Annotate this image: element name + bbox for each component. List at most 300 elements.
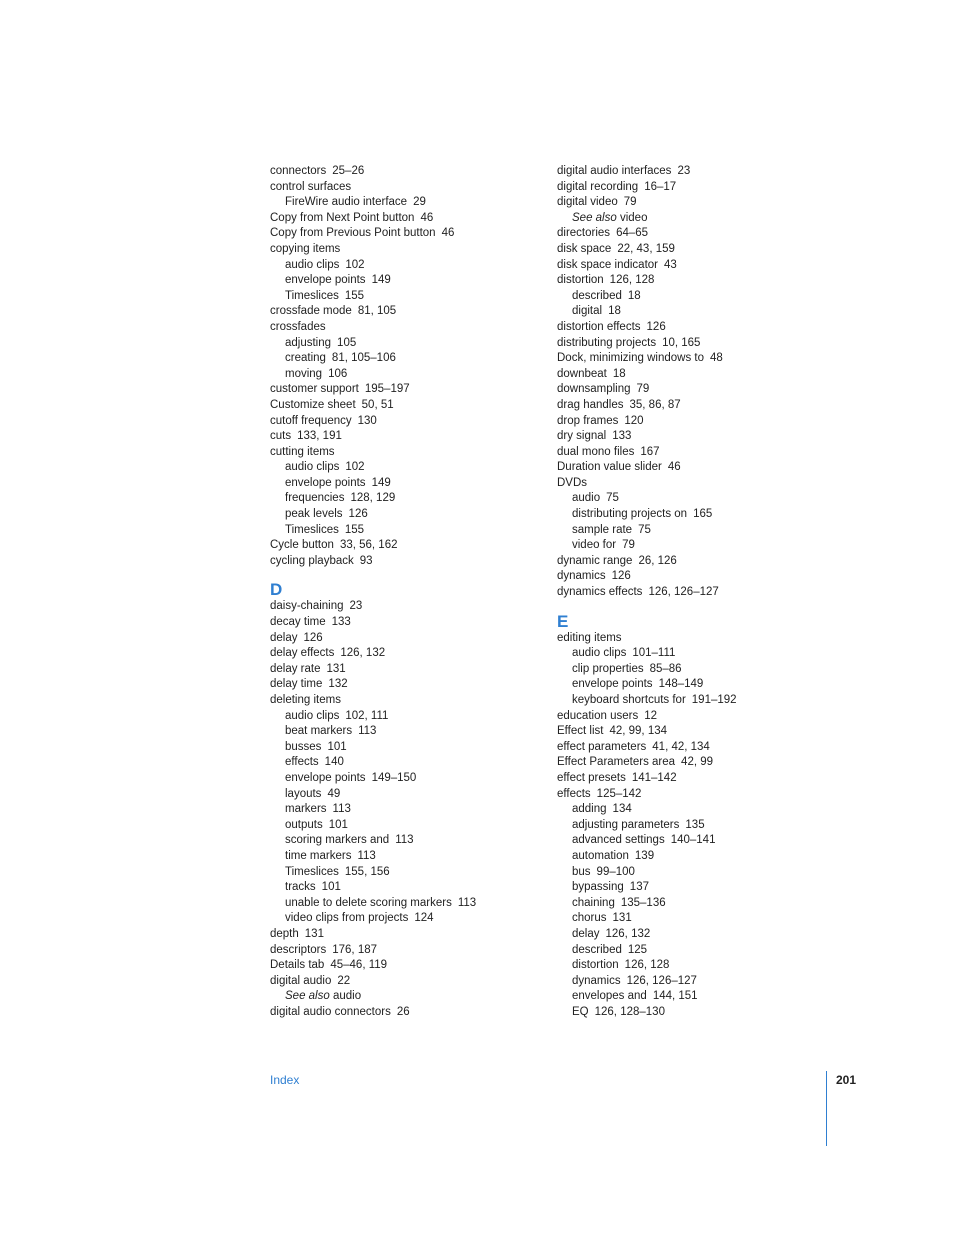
index-page-refs: 105 [337, 336, 357, 349]
index-subentry [270, 865, 530, 881]
index-page-refs: 18 [608, 305, 621, 318]
index-page-refs: 135–136 [620, 896, 666, 909]
index-entry [557, 273, 817, 289]
index-entry [270, 662, 530, 678]
index-page-refs: 126, 128 [609, 274, 655, 287]
index-column-right [557, 164, 817, 1020]
index-term: beat markers [285, 725, 353, 738]
index-term: digital audio interfaces [557, 165, 672, 177]
index-entry [557, 382, 817, 398]
index-page-refs: 131 [612, 912, 632, 925]
index-page-refs: 139 [634, 849, 655, 862]
index-page-refs: 126 [646, 320, 666, 333]
footer-section-label: Index [270, 1073, 300, 1087]
index-term: keyboard shortcuts for [572, 694, 686, 706]
index-page-refs: 23 [677, 165, 691, 177]
index-term: outputs [285, 818, 323, 831]
index-term: Cycle button [270, 539, 334, 552]
index-subentry [557, 662, 817, 678]
index-term: editing items [557, 631, 622, 644]
index-page-refs: 149 [371, 274, 391, 287]
index-page-refs: 46 [667, 461, 681, 474]
index-entry [270, 615, 530, 631]
index-subentry [270, 833, 530, 849]
index-subentry [557, 958, 817, 974]
index-page-refs: 140 [324, 756, 344, 769]
index-page-refs: 43 [664, 258, 677, 271]
index-page-refs: 167 [640, 445, 660, 458]
index-term: envelopes and [572, 990, 647, 1003]
index-page-refs: 85–86 [649, 662, 682, 675]
index-page-refs: 130 [357, 414, 377, 427]
index-page-refs: 133 [331, 616, 351, 629]
index-subentry [270, 911, 530, 927]
index-term: unable to delete scoring markers [285, 896, 452, 909]
index-subentry [557, 943, 817, 959]
index-term: Dock, minimizing windows to [557, 352, 704, 365]
index-page-refs: 126 [303, 631, 323, 644]
index-page-refs: 81, 105–106 [331, 352, 396, 365]
index-page-refs: 79 [636, 383, 650, 396]
index-term: frequencies [285, 492, 345, 505]
index-entry [270, 320, 530, 336]
index-entry [270, 631, 530, 647]
index-subentry [557, 289, 817, 305]
index-term: layouts [285, 787, 322, 800]
index-entry [270, 974, 530, 990]
index-subentry [557, 646, 817, 662]
index-term: drag handles [557, 398, 624, 411]
index-entry [557, 367, 817, 383]
index-page-refs: 75 [606, 492, 619, 505]
index-term: digital recording [557, 180, 639, 193]
index-page-refs: 42, 99 [681, 756, 714, 769]
index-term: digital audio [270, 974, 332, 987]
index-page-refs: 133 [612, 430, 632, 443]
index-entry [557, 787, 817, 803]
index-page-refs: 101 [321, 881, 341, 894]
index-term: automation [572, 849, 629, 862]
index-term: sample rate [572, 523, 633, 536]
index-entry [270, 398, 530, 414]
index-page-refs: 16–17 [644, 180, 677, 193]
index-term: Effect list [557, 725, 604, 738]
index-subentry [270, 258, 530, 274]
index-entry [557, 460, 817, 476]
index-term: directories [557, 227, 611, 240]
index-entry [557, 771, 817, 787]
index-term: dynamic range [557, 554, 633, 567]
index-entry [557, 195, 817, 211]
index-page-refs: 101 [327, 740, 347, 753]
index-page-refs: 144, 151 [652, 990, 698, 1003]
index-page-refs: 149 [371, 476, 391, 489]
index-page-refs: 26 [396, 1005, 410, 1018]
index-entry [557, 554, 817, 570]
index-term: distortion [557, 274, 604, 287]
index-page-refs: 99–100 [596, 865, 635, 878]
index-term: cutting items [270, 445, 335, 458]
index-page-refs: 126, 132 [605, 927, 651, 940]
index-page-refs: 18 [612, 367, 626, 380]
index-entry [270, 646, 530, 662]
index-term: effects [285, 756, 319, 769]
index-page-refs: 23 [349, 600, 363, 613]
index-page-refs: 135 [685, 818, 705, 831]
index-page-refs: 101–111 [632, 647, 676, 660]
index-subentry [557, 802, 817, 818]
index-term: crossfade mode [270, 305, 352, 318]
see-also-term: audio [332, 990, 362, 1003]
index-page-refs: 176, 187 [332, 943, 378, 956]
index-term: envelope points [285, 476, 366, 489]
index-term: scoring markers and [285, 834, 390, 847]
index-subentry [270, 849, 530, 865]
index-term: bus [572, 865, 591, 878]
index-subentry [557, 927, 817, 943]
index-subentry [557, 896, 817, 912]
index-term: audio clips [572, 647, 627, 660]
index-term: distributing projects [557, 336, 657, 349]
index-page-refs: 113 [357, 849, 376, 862]
index-page-refs: 155 [344, 289, 365, 302]
index-term: disk space indicator [557, 258, 658, 271]
index-term: Duration value slider [557, 461, 662, 474]
index-page-refs: 126, 128 [624, 959, 670, 972]
index-term: effect presets [557, 771, 626, 784]
index-page-refs: 35, 86, 87 [629, 398, 681, 411]
section-letter-heading: D [270, 580, 283, 600]
index-page-refs: 120 [624, 414, 644, 427]
index-entry [557, 336, 817, 352]
index-entry [270, 164, 530, 180]
index-page-refs: 102, 111 [345, 709, 389, 722]
index-entry [557, 180, 817, 196]
index-term: cuts [270, 430, 292, 443]
section-letter-heading: E [557, 611, 569, 631]
index-entry [270, 180, 530, 196]
index-subentry [270, 289, 530, 305]
index-term: dry signal [557, 430, 607, 443]
index-entry [557, 709, 817, 725]
index-term: education users [557, 709, 639, 722]
index-term: drop frames [557, 414, 619, 427]
index-term: deleting items [270, 694, 341, 706]
index-see-also [557, 211, 817, 227]
index-entry [270, 429, 530, 445]
index-entry [270, 599, 530, 615]
index-subentry [557, 911, 817, 927]
index-page-refs: 132 [328, 678, 348, 691]
index-page-refs: 50, 51 [361, 398, 394, 411]
index-subentry [557, 849, 817, 865]
index-term: Timeslices [285, 865, 339, 878]
index-page-refs: 22, 43, 159 [617, 242, 675, 255]
index-page-refs: 128, 129 [350, 492, 396, 505]
index-term: video for [572, 539, 617, 552]
index-subentry [270, 880, 530, 896]
index-entry [270, 927, 530, 943]
index-page-refs: 126, 126–127 [648, 586, 719, 599]
index-page-refs: 10, 165 [662, 336, 701, 349]
index-term: adjusting parameters [572, 818, 680, 831]
index-entry [270, 538, 530, 554]
index-term: DVDs [557, 476, 588, 489]
index-term: delay time [270, 678, 323, 691]
index-entry [270, 958, 530, 974]
index-page-refs: 113 [457, 896, 477, 909]
index-entry [557, 724, 817, 740]
index-term: Details tab [270, 959, 325, 972]
index-term: digital audio connectors [270, 1005, 391, 1018]
index-term: audio clips [285, 461, 340, 474]
index-page-refs: 134 [612, 803, 632, 816]
index-page-refs: 79 [622, 539, 635, 552]
index-entry [557, 226, 817, 242]
index-page-refs: 22 [337, 974, 351, 987]
index-subentry [270, 476, 530, 492]
index-page-refs: 29 [413, 196, 426, 209]
see-also-prefix: See also [285, 990, 330, 1003]
index-page-refs: 113 [332, 803, 351, 816]
index-term: chaining [572, 896, 615, 909]
index-entry [557, 351, 817, 367]
index-term: dynamics [572, 974, 621, 987]
index-entry [557, 242, 817, 258]
index-term: digital [572, 305, 603, 318]
index-page-refs: 131 [304, 927, 324, 940]
index-page-refs: 64–65 [616, 227, 649, 240]
index-page-refs: 93 [359, 554, 373, 567]
index-entry [557, 164, 817, 180]
index-page-refs: 191–192 [691, 694, 737, 706]
index-term: distortion effects [557, 320, 641, 333]
index-term: markers [285, 803, 327, 816]
index-entry [557, 569, 817, 585]
index-subentry [557, 538, 817, 554]
index-page-refs: 126, 128–130 [594, 1005, 665, 1018]
index-entry [270, 693, 530, 709]
index-term: depth [270, 927, 299, 940]
index-subentry [557, 974, 817, 990]
index-subentry [270, 367, 530, 383]
index-page-refs: 126 [611, 570, 631, 583]
index-term: FireWire audio interface [285, 196, 408, 209]
index-page-refs: 102 [345, 461, 365, 474]
index-subentry [270, 351, 530, 367]
index-page-refs: 33, 56, 162 [339, 539, 398, 552]
index-term: dual mono files [557, 445, 635, 458]
index-term: bypassing [572, 881, 624, 894]
index-page-refs: 46 [441, 227, 455, 240]
index-subentry [557, 507, 817, 523]
index-subentry [557, 818, 817, 834]
index-page-refs: 101 [328, 818, 348, 831]
index-term: customer support [270, 383, 359, 396]
page-number: 201 [836, 1073, 857, 1087]
index-term: dynamics effects [557, 586, 643, 599]
index-term: audio clips [285, 709, 340, 722]
index-page-refs: 148–149 [658, 678, 704, 691]
index-subentry [557, 1005, 817, 1021]
index-term: crossfades [270, 320, 326, 333]
index-page-refs: 41, 42, 134 [652, 740, 710, 753]
index-subentry [270, 771, 530, 787]
index-term: tracks [285, 881, 316, 894]
index-term: decay time [270, 616, 326, 629]
index-term: envelope points [285, 274, 366, 287]
index-term: disk space [557, 242, 612, 255]
index-term: Timeslices [285, 523, 339, 536]
index-entry [270, 943, 530, 959]
index-term: distortion [572, 959, 619, 972]
index-page-refs: 26, 126 [638, 554, 677, 567]
index-see-also [270, 989, 530, 1005]
index-page-refs: 45–46, 119 [330, 959, 388, 972]
index-subentry [270, 273, 530, 289]
index-term: delay effects [270, 647, 335, 660]
index-entry [557, 445, 817, 461]
index-page-refs: 46 [420, 211, 434, 224]
index-entry [557, 398, 817, 414]
index-page-refs: 141–142 [631, 771, 677, 784]
index-term: delay rate [270, 662, 321, 675]
index-page-refs: 155, 156 [344, 865, 390, 878]
index-page-refs: 149–150 [371, 771, 417, 784]
index-entry [557, 476, 817, 492]
index-subentry [557, 989, 817, 1005]
index-term: adjusting [285, 336, 332, 349]
index-term: envelope points [285, 771, 366, 784]
index-term: control surfaces [270, 180, 352, 193]
index-term: downbeat [557, 367, 607, 380]
index-term: downsampling [557, 383, 631, 396]
index-entry [557, 429, 817, 445]
index-term: cycling playback [270, 554, 354, 567]
index-subentry [270, 740, 530, 756]
index-subentry [270, 460, 530, 476]
index-entry [557, 740, 817, 756]
index-page-refs: 113 [358, 725, 377, 738]
index-page-refs: 125–142 [596, 787, 642, 800]
footer-divider [826, 1071, 827, 1146]
index-term: daisy-chaining [270, 600, 344, 613]
see-also-prefix: See also [572, 211, 617, 224]
index-term: EQ [572, 1005, 589, 1018]
index-term: described [572, 943, 622, 956]
index-page-refs: 137 [629, 881, 649, 894]
index-subentry [270, 818, 530, 834]
index-entry [270, 304, 530, 320]
index-term: time markers [285, 849, 352, 862]
index-page-refs: 48 [710, 352, 723, 365]
index-page-refs: 126 [348, 508, 368, 521]
index-term: effect parameters [557, 740, 647, 753]
index-subentry [270, 336, 530, 352]
index-subentry [270, 755, 530, 771]
index-term: busses [285, 740, 322, 753]
index-entry [270, 382, 530, 398]
index-subentry [557, 833, 817, 849]
index-page-refs: 12 [644, 709, 657, 722]
index-page-refs: 25–26 [332, 165, 365, 177]
index-subentry [270, 787, 530, 803]
index-entry [270, 445, 530, 461]
index-term: connectors [270, 165, 327, 177]
index-term: Effect Parameters area [557, 756, 676, 769]
index-entry [557, 414, 817, 430]
index-column-left [270, 164, 530, 1020]
index-page-refs: 165 [693, 508, 713, 521]
index-page-refs: 124 [414, 912, 434, 925]
index-subentry [557, 304, 817, 320]
index-page-refs: 113 [395, 834, 414, 847]
index-page-refs: 106 [328, 367, 348, 380]
index-entry [270, 226, 530, 242]
index-term: cutoff frequency [270, 414, 352, 427]
index-term: adding [572, 803, 607, 816]
index-term: envelope points [572, 678, 653, 691]
index-term: advanced settings [572, 834, 665, 847]
index-term: delay [270, 631, 298, 644]
index-subentry [557, 693, 817, 709]
index-term: copying items [270, 242, 341, 255]
index-page-refs: 42, 99, 134 [609, 725, 668, 738]
index-term: audio clips [285, 258, 340, 271]
index-entry [557, 585, 817, 601]
index-term: distributing projects on [572, 508, 688, 521]
index-page-refs: 131 [326, 662, 346, 675]
index-subentry [557, 677, 817, 693]
index-entry [557, 258, 817, 274]
index-entry [270, 211, 530, 227]
index-term: delay [572, 927, 600, 940]
index-subentry [270, 523, 530, 539]
index-page-refs: 126, 126–127 [626, 974, 697, 987]
index-subentry [557, 865, 817, 881]
index-term: peak levels [285, 508, 343, 521]
index-subentry [270, 507, 530, 523]
index-entry [270, 554, 530, 570]
index-page-refs: 126, 132 [340, 647, 386, 660]
index-subentry [270, 802, 530, 818]
index-term: Copy from Next Point button [270, 211, 415, 224]
index-page-refs: 102 [345, 258, 365, 271]
index-subentry [270, 195, 530, 211]
index-subentry [270, 491, 530, 507]
index-page-refs: 49 [327, 787, 341, 800]
index-subentry [270, 724, 530, 740]
index-term: Customize sheet [270, 398, 356, 411]
index-page-refs: 79 [623, 196, 637, 209]
index-page-refs: 155 [344, 523, 365, 536]
index-page-refs: 18 [627, 289, 641, 302]
index-page-refs: 75 [638, 523, 651, 536]
index-entry [557, 755, 817, 771]
index-entry [270, 677, 530, 693]
index-entry [270, 242, 530, 258]
index-term: effects [557, 787, 591, 800]
index-page-refs: 125 [627, 943, 648, 956]
index-page-refs: 140–141 [670, 834, 716, 847]
index-term: Timeslices [285, 289, 339, 302]
index-page-refs: 195–197 [364, 383, 410, 396]
index-subentry [270, 896, 530, 912]
index-term: clip properties [572, 662, 644, 675]
index-term: Copy from Previous Point button [270, 227, 436, 240]
index-entry [557, 631, 817, 647]
index-entry [270, 414, 530, 430]
